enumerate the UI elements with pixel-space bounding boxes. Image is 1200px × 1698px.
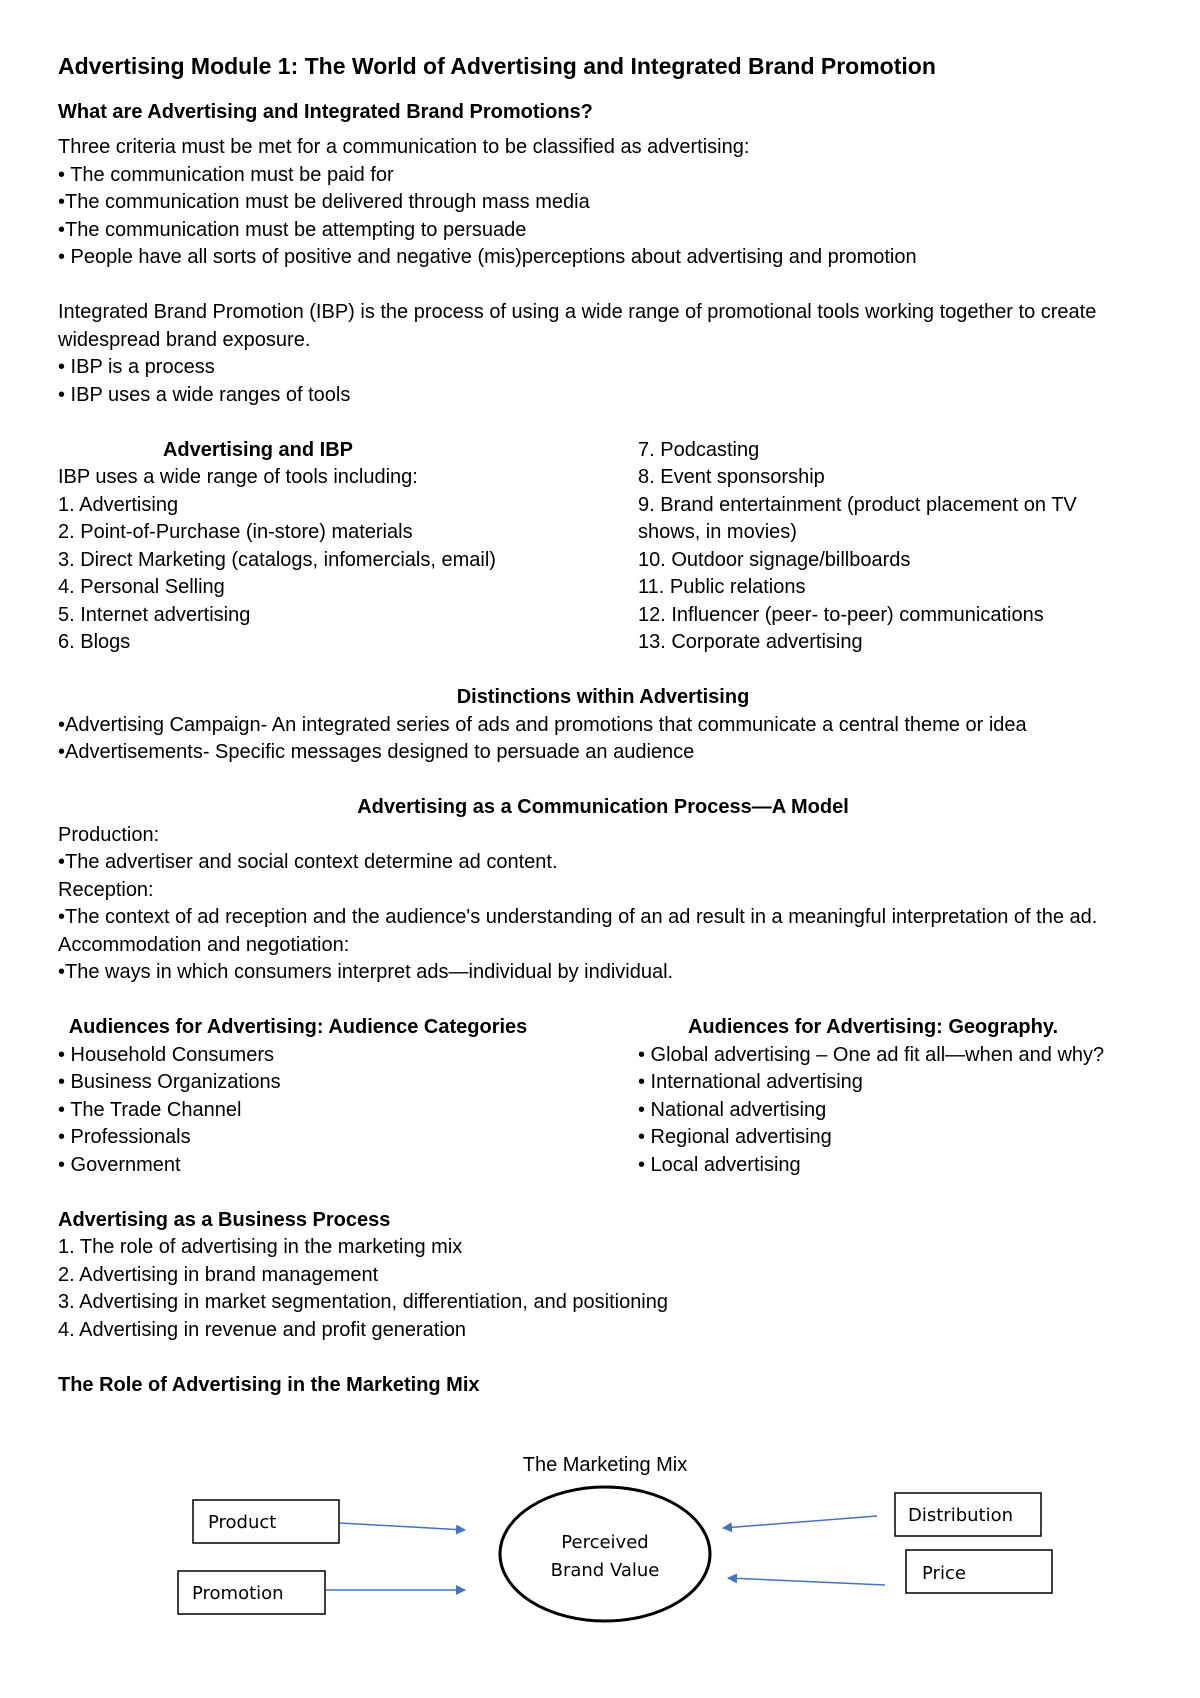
audience-geography-item: • National advertising <box>638 1098 827 1121</box>
communication-heading: Advertising as a Communication Process—A Model <box>357 796 849 818</box>
ibp-bullet: • IBP is a process <box>58 356 215 378</box>
marketing-mix-heading: The Role of Advertising in the Marketing Mix <box>58 1373 480 1396</box>
center-label-line1: Perceived <box>561 1532 649 1553</box>
ibp-tool-item: 1. Advertising <box>58 493 179 516</box>
ibp-tools-intro: IBP uses a wide range of tools including: <box>58 466 418 488</box>
criteria-bullet: • People have all sorts of positive and negative (mis)perceptions about advertising and promotion <box>58 246 917 268</box>
ibp-tool-item: 11. Public relations <box>638 576 806 598</box>
diagram-title: The Marketing Mix <box>522 1454 688 1476</box>
ibp-tool-item: 12. Influencer (peer- to-peer) communications <box>638 603 1044 626</box>
communication-line: •The advertiser and social context determine ad content. <box>58 851 558 873</box>
ibp-tool-item: 4. Personal Selling <box>58 576 225 598</box>
page-title: Advertising Module 1: The World of Advertising and Integrated Brand Promotion <box>58 53 936 79</box>
product-label: Product <box>208 1512 277 1533</box>
communication-line: •The ways in which consumers interpret ads—individual by individual. <box>58 961 674 983</box>
ibp-tool-item: 3. Direct Marketing (catalogs, infomercials, email) <box>58 548 496 571</box>
communication-line: Production: <box>58 823 160 846</box>
ibp-tool-item: 7. Podcasting <box>638 438 760 461</box>
audience-category-item: • The Trade Channel <box>58 1098 242 1121</box>
section-heading-what-are: What are Advertising and Integrated Brand Promotions? <box>58 101 593 123</box>
business-item: 3. Advertising in market segmentation, differentiation, and positioning <box>58 1291 668 1313</box>
criteria-bullet: •The communication must be delivered through mass media <box>58 191 590 213</box>
audience-category-item: • Business Organizations <box>58 1071 281 1093</box>
ibp-tool-item: 9. Brand entertainment (product placement on TV shows, in movies) <box>638 493 1077 543</box>
ibp-tool-item: 8. Event sponsorship <box>638 466 825 488</box>
audience-geography-item: • Local advertising <box>638 1153 801 1176</box>
audience-category-item: • Professionals <box>58 1126 191 1148</box>
distribution-label: Distribution <box>908 1505 1014 1526</box>
audience-geography-heading: Audiences for Advertising: Geography. <box>687 1016 1059 1038</box>
distinctions-bullet: •Advertising Campaign- An integrated series of ads and promotions that communicate a central theme or idea <box>58 713 1027 736</box>
center-label-line2: Brand Value <box>550 1560 660 1581</box>
audience-category-item: • Government <box>58 1153 181 1176</box>
business-heading: Advertising as a Business Process <box>58 1208 391 1231</box>
distinctions-bullet: •Advertisements- Specific messages designed to persuade an audience <box>58 741 695 763</box>
ibp-tool-item: 10. Outdoor signage/billboards <box>638 548 911 571</box>
business-item: 1. The role of advertising in the marketing mix <box>58 1236 463 1258</box>
criteria-bullet: •The communication must be attempting to persuade <box>58 218 527 241</box>
ibp-tools-heading: Advertising and IBP <box>162 438 354 461</box>
communication-line: Reception: <box>58 878 154 901</box>
promotion-label: Promotion <box>192 1583 284 1604</box>
criteria-intro: Three criteria must be met for a communication to be classified as advertising: <box>58 136 750 158</box>
price-arrow <box>728 1578 885 1585</box>
ibp-tool-item: 2. Point-of-Purchase (in-store) materials <box>58 521 413 543</box>
ibp-definition: Integrated Brand Promotion (IBP) is the process of using a wide range of promotional tools working together to create widespread brand exposure. <box>58 301 1097 351</box>
audience-geography-item: • International advertising <box>638 1071 863 1093</box>
audience-geography-item: • Global advertising – One ad fit all—when and why? <box>638 1043 1105 1066</box>
business-item: 2. Advertising in brand management <box>58 1263 379 1286</box>
price-label: Price <box>922 1563 966 1584</box>
business-item: 4. Advertising in revenue and profit generation <box>58 1318 467 1341</box>
ibp-bullet: • IBP uses a wide ranges of tools <box>58 383 351 406</box>
ibp-tool-item: 5. Internet advertising <box>58 603 251 626</box>
audience-category-item: • Household Consumers <box>58 1043 274 1066</box>
ibp-tool-item: 13. Corporate advertising <box>638 631 863 653</box>
criteria-bullet: • The communication must be paid for <box>58 163 394 186</box>
communication-line: •The context of ad reception and the audience's understanding of an ad result in a meaningful interpretation of the ad. Accommodation and negotiation: <box>58 906 1098 956</box>
distinctions-heading: Distinctions within Advertising <box>456 686 750 708</box>
ibp-tool-item: 6. Blogs <box>58 631 131 653</box>
perceived-brand-value-circle <box>500 1487 710 1621</box>
distribution-arrow <box>723 1516 877 1528</box>
audience-geography-item: • Regional advertising <box>638 1126 832 1148</box>
audience-categories-heading: Audiences for Advertising: Audience Categories <box>68 1016 528 1038</box>
product-arrow <box>340 1523 465 1530</box>
